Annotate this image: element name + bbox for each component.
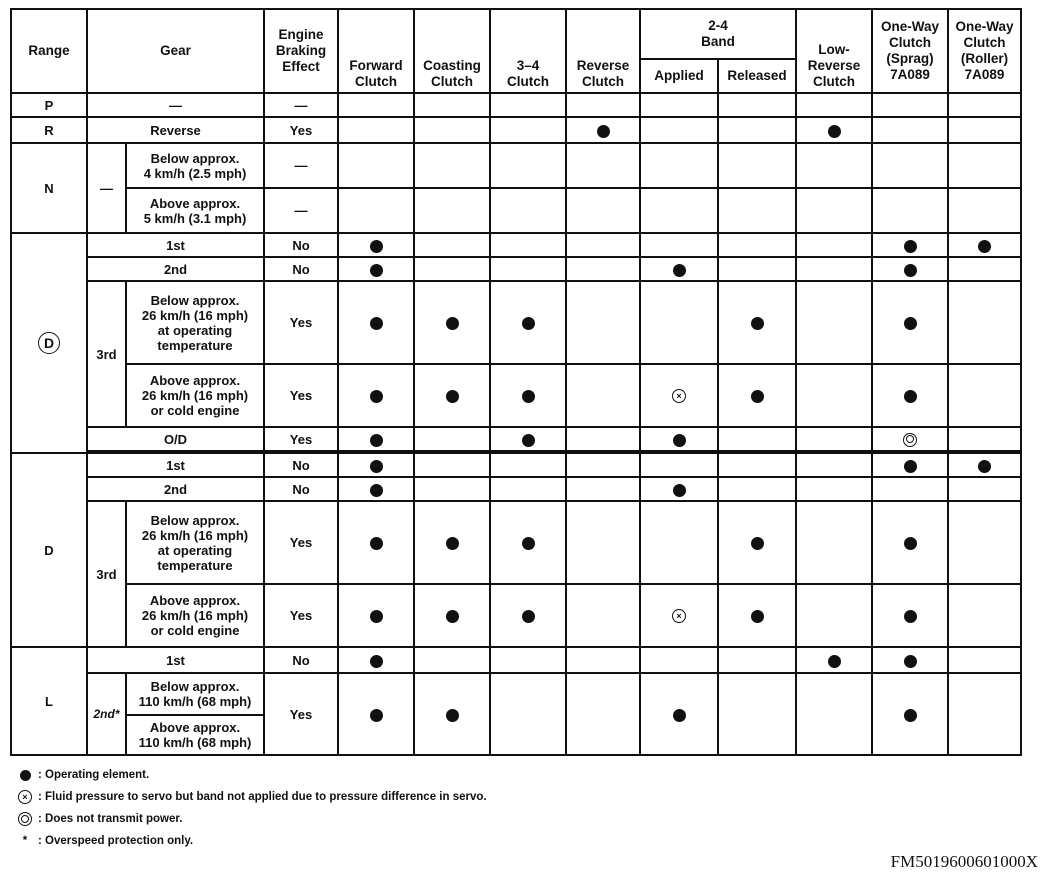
operating-element-dot <box>751 390 764 403</box>
operating-element-dot <box>446 317 459 330</box>
row-l-1st <box>11 647 1021 673</box>
header-gear: Gear <box>87 9 264 93</box>
range-l: L <box>11 647 87 755</box>
operating-element-dot <box>904 317 917 330</box>
header-oneway-roller: One-Way Clutch (Roller) 7A089 <box>948 9 1021 93</box>
clutch-band-application-chart <box>10 8 1022 756</box>
operating-element-dot <box>446 390 459 403</box>
operating-element-dot <box>446 537 459 550</box>
row-od-overdrive <box>11 427 1021 451</box>
operating-element-dot <box>904 264 917 277</box>
operating-element-dot <box>904 390 917 403</box>
od-3rd-speed-above: Above approx. 26 km/h (16 mph) or cold engine <box>126 364 264 427</box>
operating-element-dot <box>522 390 535 403</box>
legend-item-overspeed <box>14 830 487 852</box>
operating-element-dot <box>370 610 383 623</box>
operating-element-dot <box>370 434 383 447</box>
eb-od-2nd: No <box>264 257 338 281</box>
l-2nd-speed-below: Below approx. 110 km/h (68 mph) <box>126 673 264 715</box>
gear-p: — <box>87 93 264 117</box>
operating-element-dot <box>370 460 383 473</box>
overdrive-d-symbol: D <box>38 332 60 354</box>
legend-item-pressure <box>14 786 487 808</box>
header-band-applied: Applied <box>640 59 718 93</box>
eb-n-below: — <box>264 143 338 188</box>
operating-element-dot <box>370 317 383 330</box>
header-reverse-clutch: Reverse Clutch <box>566 9 640 93</box>
operating-element-dot <box>370 655 383 668</box>
gear-d-2nd: 2nd <box>87 477 264 501</box>
row-od-1st <box>11 233 1021 257</box>
row-od-2nd <box>11 257 1021 281</box>
row-d-3rd-below <box>11 501 1021 584</box>
eb-od-od: Yes <box>264 427 338 451</box>
d-3rd-speed-above: Above approx. 26 km/h (16 mph) or cold engine <box>126 584 264 647</box>
gear-od-3rd: 3rd <box>87 281 126 427</box>
operating-element-dot <box>904 537 917 550</box>
eb-d-1st: No <box>264 453 338 477</box>
header-forward-clutch: Forward Clutch <box>338 9 414 93</box>
row-neutral-below <box>11 143 1021 188</box>
range-overdrive <box>11 233 87 453</box>
operating-element-dot <box>522 610 535 623</box>
operating-element-dot <box>904 709 917 722</box>
row-l-2nd-below <box>11 673 1021 715</box>
figure-code: FM5019600601000X <box>890 852 1038 871</box>
range-d: D <box>11 453 87 647</box>
operating-element-dot <box>673 484 686 497</box>
row-park <box>11 93 1021 117</box>
operating-element-dot <box>978 460 991 473</box>
legend-item-operating <box>14 764 487 786</box>
gear-od-1st: 1st <box>87 233 264 257</box>
row-d-3rd-above <box>11 584 1021 647</box>
legend-text: : Operating element. <box>38 769 150 781</box>
gear-d-1st: 1st <box>87 453 264 477</box>
operating-element-dot <box>904 610 917 623</box>
operating-element-dot <box>370 484 383 497</box>
operating-element-dot <box>673 709 686 722</box>
operating-element-dot <box>904 240 917 253</box>
operating-element-dot <box>370 709 383 722</box>
operating-element-dot <box>446 610 459 623</box>
header-coasting-clutch: Coasting Clutch <box>414 9 490 93</box>
operating-element-dot <box>673 264 686 277</box>
legend-text: : Fluid pressure to servo but band not applied due to pressure difference in servo. <box>38 791 487 803</box>
eb-l-2nd: Yes <box>264 673 338 755</box>
range-r: R <box>11 117 87 143</box>
l-2nd-speed-above: Above approx. 110 km/h (68 mph) <box>126 715 264 755</box>
gear-reverse: Reverse <box>87 117 264 143</box>
legend-text: : Does not transmit power. <box>38 813 183 825</box>
operating-element-dot <box>20 770 31 781</box>
d-3rd-speed-below: Below approx. 26 km/h (16 mph) at operating temperature <box>126 501 264 584</box>
row-d-1st <box>11 453 1021 477</box>
operating-element-dot <box>446 709 459 722</box>
eb-l-1st: No <box>264 647 338 673</box>
operating-element-dot <box>370 264 383 277</box>
gear-od-od: O/D <box>87 427 264 451</box>
header-24-band: 2-4 Band <box>640 9 796 59</box>
pressure-not-applied-symbol: × <box>672 609 686 623</box>
eb-od-3rd-below: Yes <box>264 281 338 364</box>
operating-element-dot <box>522 537 535 550</box>
operating-element-dot <box>751 537 764 550</box>
gear-od-2nd: 2nd <box>87 257 264 281</box>
eb-d-3rd-above: Yes <box>264 584 338 647</box>
header-engine-braking: Engine Braking Effect <box>264 9 338 93</box>
operating-element-dot <box>828 655 841 668</box>
header-range: Range <box>11 9 87 93</box>
operating-element-dot <box>370 390 383 403</box>
eb-p: — <box>264 93 338 117</box>
eb-od-1st: No <box>264 233 338 257</box>
no-power-transmit-symbol <box>903 433 917 447</box>
row-od-3rd-below <box>11 281 1021 364</box>
range-p: P <box>11 93 87 117</box>
operating-element-dot <box>370 240 383 253</box>
header-low-reverse-clutch: Low- Reverse Clutch <box>796 9 872 93</box>
eb-d-3rd-below: Yes <box>264 501 338 584</box>
legend-text: : Overspeed protection only. <box>38 835 194 847</box>
gear-d-3rd: 3rd <box>87 501 126 647</box>
row-reverse <box>11 117 1021 143</box>
no-power-transmit-symbol <box>18 812 32 826</box>
header-band-released: Released <box>718 59 796 93</box>
operating-element-dot <box>904 460 917 473</box>
legend-item-no-power <box>14 808 487 830</box>
operating-element-dot <box>751 317 764 330</box>
operating-element-dot <box>978 240 991 253</box>
row-neutral-above <box>11 188 1021 233</box>
eb-n-above: — <box>264 188 338 233</box>
asterisk-symbol: * <box>22 835 28 847</box>
eb-od-3rd-above: Yes <box>264 364 338 427</box>
range-n: N <box>11 143 87 233</box>
od-3rd-speed-below: Below approx. 26 km/h (16 mph) at operating temperature <box>126 281 264 364</box>
pressure-not-applied-symbol: × <box>18 790 32 804</box>
gear-l-2nd: 2nd* <box>87 673 126 755</box>
operating-element-dot <box>751 610 764 623</box>
eb-r: Yes <box>264 117 338 143</box>
operating-element-dot <box>828 125 841 138</box>
gear-l-1st: 1st <box>87 647 264 673</box>
operating-element-dot <box>597 125 610 138</box>
n-speed-above: Above approx. 5 km/h (3.1 mph) <box>126 188 264 233</box>
pressure-not-applied-symbol: × <box>672 389 686 403</box>
eb-d-2nd: No <box>264 477 338 501</box>
header-34-clutch: 3–4 Clutch <box>490 9 566 93</box>
header-oneway-sprag: One-Way Clutch (Sprag) 7A089 <box>872 9 948 93</box>
n-speed-below: Below approx. 4 km/h (2.5 mph) <box>126 143 264 188</box>
gear-n: — <box>87 143 126 233</box>
clutch-application-table-wrapper <box>10 8 1022 756</box>
operating-element-dot <box>904 655 917 668</box>
row-d-2nd <box>11 477 1021 501</box>
row-od-3rd-above <box>11 364 1021 427</box>
operating-element-dot <box>370 537 383 550</box>
operating-element-dot <box>673 434 686 447</box>
operating-element-dot <box>522 434 535 447</box>
legend <box>14 764 487 852</box>
operating-element-dot <box>522 317 535 330</box>
